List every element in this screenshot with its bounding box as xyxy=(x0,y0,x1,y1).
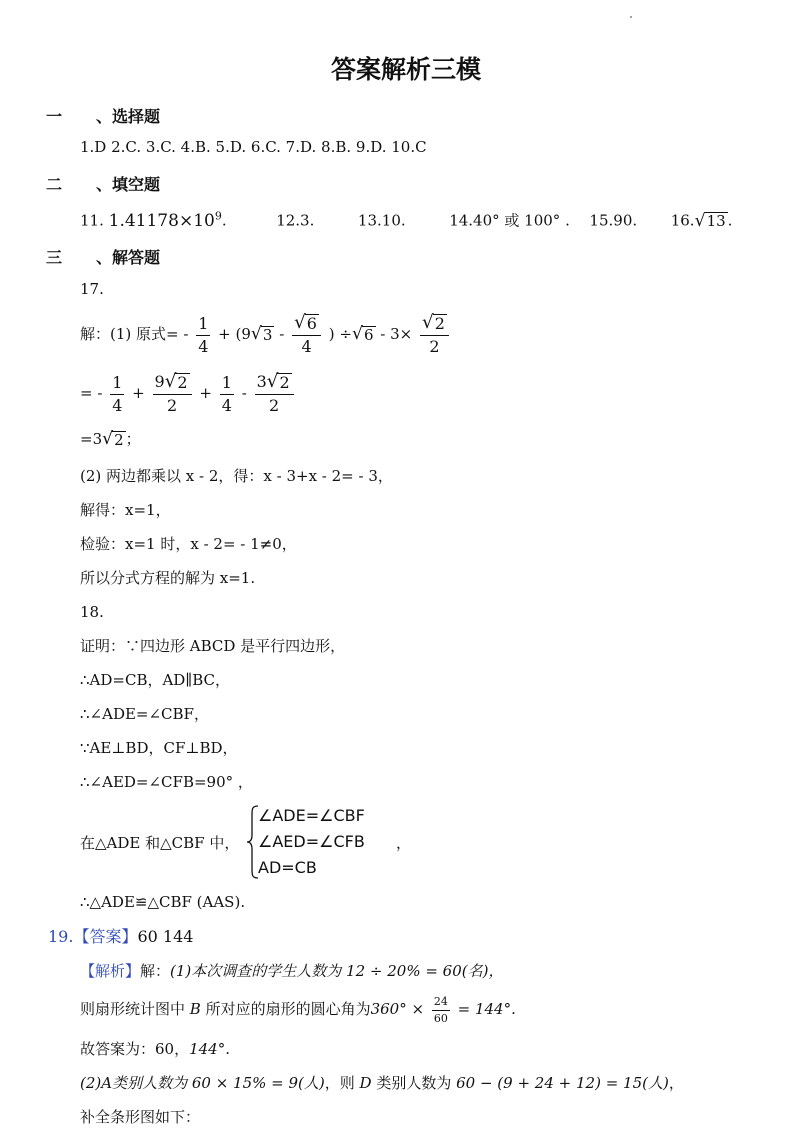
q19-l1-b: (1)本次调查的学生人数为 12 ÷ 20% = 60(名)， xyxy=(170,962,504,980)
sqrt: √ 3 xyxy=(250,324,273,344)
q19-l4-d: D xyxy=(359,1074,372,1092)
numerator: 1 xyxy=(196,315,210,336)
q19-line2 xyxy=(80,994,516,1025)
system-line-1: ∠ADE=∠CBF xyxy=(258,806,365,825)
q17-line5: 解得：x=1， xyxy=(80,501,171,519)
denominator: 4 xyxy=(301,336,312,356)
q18-line5: ∴∠AED=∠CFB=90° ， xyxy=(80,773,253,791)
radicand: 2 xyxy=(279,373,290,393)
q16-end: . xyxy=(727,211,733,230)
fraction xyxy=(292,314,321,356)
q11-mantissa: 1.41178 xyxy=(108,210,179,231)
denominator: 4 xyxy=(221,395,232,415)
q16-sqrt: √ 13 xyxy=(694,210,726,231)
q18-line3: ∴∠ADE=∠CBF， xyxy=(80,705,209,723)
q11-end: . xyxy=(221,211,227,230)
q19-l3-a: 故答案为：60， xyxy=(80,1040,190,1058)
sqrt: √ 2 xyxy=(164,371,188,393)
q18-line7: ∴△ADE≌△CBF (AAS). xyxy=(80,893,246,911)
q11-exponent: 9 xyxy=(214,209,222,222)
q17-l3-end: ； xyxy=(125,430,141,448)
denominator: 2 xyxy=(429,336,440,356)
sqrt: √ 2 xyxy=(422,312,445,334)
sqrt: √ 2 xyxy=(266,371,290,393)
fraction xyxy=(153,373,192,415)
numerator: 24 xyxy=(432,996,450,1011)
section-label: 、选择题 xyxy=(96,107,161,126)
q11-value xyxy=(109,211,222,231)
q11-times: ×10 xyxy=(178,210,215,231)
q19-line4 xyxy=(80,1073,684,1093)
system-line-3: AD=CB xyxy=(258,858,317,877)
section-label: 、填空题 xyxy=(96,175,161,194)
fraction xyxy=(110,374,124,415)
section-heading-choice xyxy=(46,104,160,127)
q19-line5: 补全条形图如下： xyxy=(80,1108,201,1126)
section-number: 二 xyxy=(46,175,63,194)
sqrt: √ 6 xyxy=(294,312,317,334)
denominator: 60 xyxy=(433,1011,448,1025)
q19-line1 xyxy=(80,961,503,981)
q19-l2-d: 360° × xyxy=(370,1000,429,1018)
q19-answer: 60 144 xyxy=(137,927,194,946)
coefficient: 9 xyxy=(154,372,165,392)
q19-answer-tag: 19.【答案】 xyxy=(48,927,138,946)
q17-l1-mid4: - 3× xyxy=(380,325,413,343)
q17-line2 xyxy=(80,373,297,415)
numerator: 1 xyxy=(220,374,234,395)
page-title: 答案解析三模 xyxy=(330,55,481,84)
sqrt: √ 6 xyxy=(351,324,374,344)
q19-l2-a: 则扇形统计图中 xyxy=(80,1000,190,1018)
q15-answer: 15.90. xyxy=(589,211,638,230)
q13-answer: 13.10. xyxy=(357,211,406,230)
denominator: 4 xyxy=(112,395,123,415)
fraction xyxy=(255,373,294,415)
q17-l1-prefix: 解：(1) 原式= - xyxy=(80,325,194,343)
q19-l2-c: 所对应的扇形的圆心角为 xyxy=(200,1000,371,1018)
q19-l4-g: ， xyxy=(668,1074,684,1092)
stray-dot xyxy=(630,16,632,18)
q17-line1 xyxy=(80,314,452,356)
radicand: 2 xyxy=(177,373,188,393)
q17-line7: 所以分式方程的解为 x=1. xyxy=(80,569,256,587)
q18-line1: 证明：∵四边形 ABCD 是平行四边形， xyxy=(80,637,346,655)
choice-answers: 1.D 2.C. 3.C. 4.B. 5.D. 6.C. 7.D. 8.B. 9.D. 10.C xyxy=(80,138,427,156)
q19-l2-b: B xyxy=(189,1000,201,1018)
fraction xyxy=(432,996,450,1025)
q17-l1-mid3: ) ÷ xyxy=(328,325,352,343)
system-line-2: ∠AED=∠CFB xyxy=(258,832,365,851)
plus-sign: + xyxy=(199,384,212,402)
radicand: 6 xyxy=(363,325,374,344)
q17-l2-prefix: = - xyxy=(80,384,108,402)
denominator: 4 xyxy=(198,336,209,356)
fill-answers xyxy=(80,206,732,231)
q14-answer: 14.40° 或 100° . xyxy=(449,211,570,230)
system-lines xyxy=(258,803,365,881)
q19-l4-f: 60 − (9 + 24 + 12) = 15(人) xyxy=(456,1074,669,1092)
q17-l3-prefix: =3 xyxy=(80,430,103,448)
q19-l4-e: 类别人数为 xyxy=(371,1074,457,1092)
radicand: 2 xyxy=(114,430,124,449)
q16-radicand: 13 xyxy=(706,212,726,231)
q17-l1-mid1: + (9 xyxy=(218,325,251,343)
q18-line4: ∵AE⊥BD，CF⊥BD， xyxy=(80,739,238,757)
q16-prefix: 16. xyxy=(670,211,695,230)
q18-line2: ∴AD=CB，AD∥BC， xyxy=(80,671,231,689)
q19-l4-c: ，则 xyxy=(324,1074,360,1092)
section-label: 、解答题 xyxy=(96,248,161,267)
radicand: 2 xyxy=(434,314,445,334)
sqrt: √ 2 xyxy=(102,429,124,449)
q12-answer: 12.3. xyxy=(276,211,315,230)
section-heading-fill xyxy=(46,172,160,195)
q19-l3-b: 144°. xyxy=(189,1040,230,1058)
denominator: 2 xyxy=(166,395,178,415)
q19-analysis-tag: 【解析】 xyxy=(80,962,141,980)
q17-line3 xyxy=(80,429,141,449)
q19-line3 xyxy=(80,1039,230,1059)
system-comma: ， xyxy=(396,834,412,852)
q17-l1-mid2: - xyxy=(279,325,290,343)
denominator: 2 xyxy=(269,395,280,415)
radicand: 6 xyxy=(306,314,317,334)
q18-system-label: 在△ADE 和△CBF 中， xyxy=(80,834,240,852)
q18-number: 18. xyxy=(80,603,104,621)
minus-sign: - xyxy=(241,384,252,402)
fraction xyxy=(220,374,234,415)
q19-l2-e: = 144°. xyxy=(452,1000,516,1018)
q19-l4-b: A类别人数为 60 × 15% = 9(人) xyxy=(101,1074,325,1092)
section-number: 一 xyxy=(46,107,63,126)
q17-number: 17. xyxy=(80,280,104,298)
radicand: 3 xyxy=(262,325,273,344)
fraction xyxy=(196,315,210,356)
q17-line6: 检验：x=1 时，x - 2= - 1≠0， xyxy=(80,535,297,553)
q17-line4: (2) 两边都乘以 x - 2，得：x - 3+x - 2= - 3， xyxy=(80,467,393,485)
fraction xyxy=(420,314,449,356)
q19-l4-a: (2) xyxy=(80,1074,102,1092)
section-number: 三 xyxy=(46,248,63,267)
q11-prefix: 11. xyxy=(80,211,104,230)
coefficient: 3 xyxy=(256,372,267,392)
numerator: 1 xyxy=(110,374,124,395)
section-heading-solve xyxy=(46,245,160,268)
q19-l1-a: 解： xyxy=(140,962,171,980)
q19-answer-line xyxy=(48,927,193,947)
plus-sign: + xyxy=(132,384,145,402)
